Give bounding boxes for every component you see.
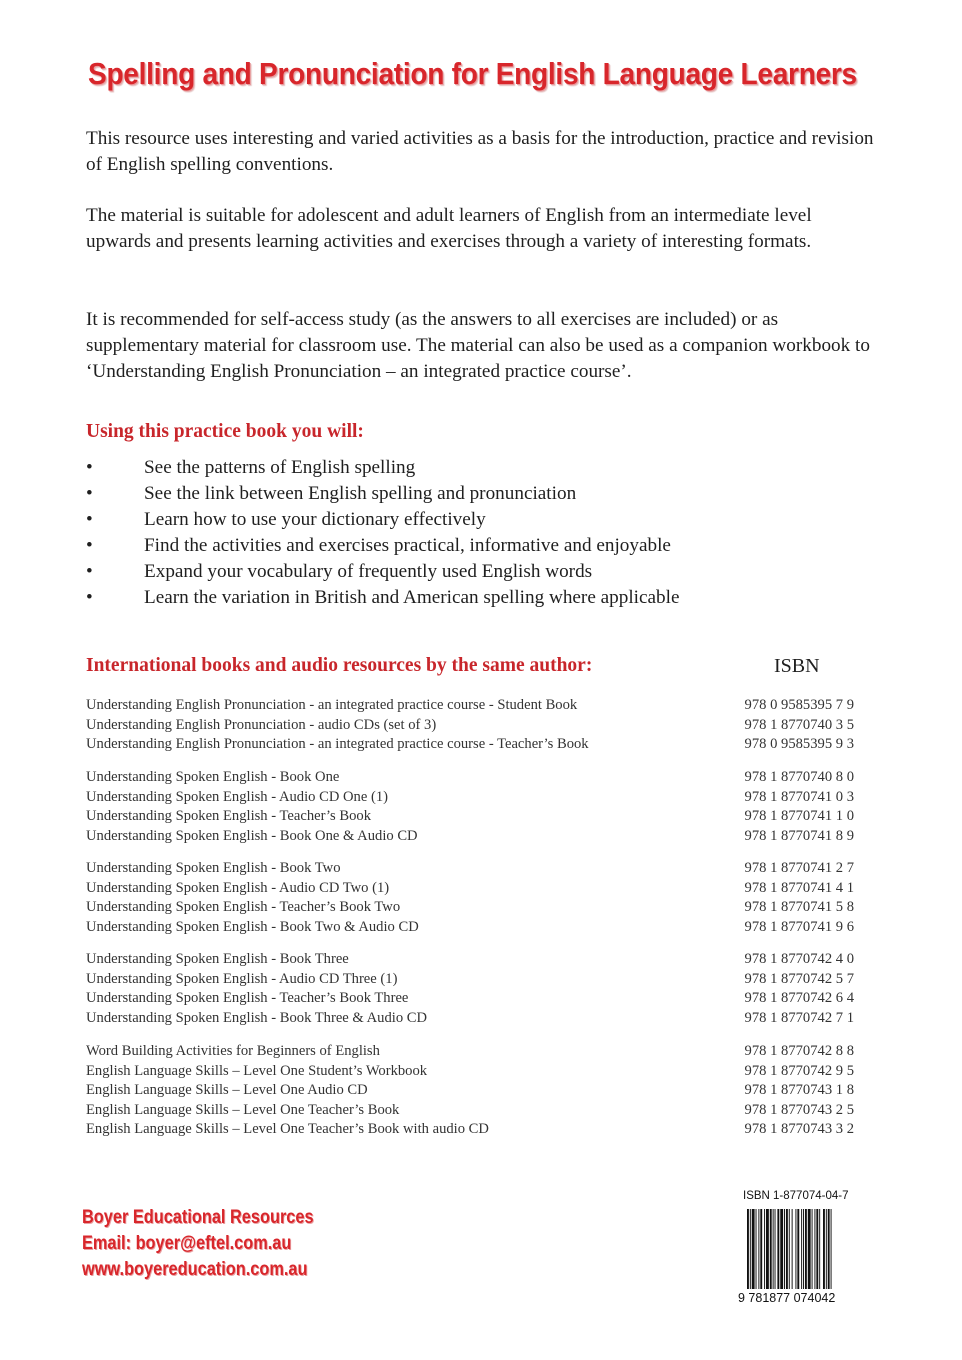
table-row: [86, 1081, 854, 1101]
barcode-bar: [758, 1209, 759, 1289]
isbn-column-heading: ISBN: [774, 655, 820, 677]
resource-isbn: 978 1 8770740 8 0: [744, 769, 854, 785]
barcode-bar: [814, 1209, 815, 1289]
list-item-text: See the link between English spelling and pronunciation: [144, 483, 577, 504]
table-row: [86, 807, 854, 827]
resource-group-language-skills: [86, 1042, 854, 1140]
resource-title: English Language Skills – Level One Student’s Workbook: [86, 1062, 428, 1079]
table-row: [86, 1120, 854, 1140]
barcode-bar: [764, 1209, 765, 1289]
resource-isbn: 978 1 8770742 9 5: [744, 1062, 854, 1079]
resource-title: Understanding Spoken English - Book Two & Audio CD: [86, 918, 419, 935]
list-item-text: Expand your vocabulary of frequently used English words: [144, 561, 593, 582]
intro-paragraph-1: This resource uses interesting and varied activities as a basis for the introduction, practice and revision of English spelling conventions.: [86, 128, 874, 175]
list-item-text: Learn how to use your dictionary effectively: [144, 509, 486, 530]
resource-title: English Language Skills – Level One Teacher’s Book: [86, 1101, 400, 1118]
table-row: [86, 1042, 854, 1062]
page-title: Spelling and Pronunciation for English Language Learners: [88, 56, 857, 91]
bullet-icon: •: [86, 509, 93, 530]
table-row: [86, 696, 854, 716]
resource-title: Understanding Spoken English - Book One: [86, 769, 340, 785]
resource-title: English Language Skills – Level One Teacher’s Book with audio CD: [86, 1121, 489, 1137]
table-row: [86, 918, 854, 938]
table-row: [86, 989, 854, 1009]
bullet-icon: •: [86, 561, 93, 582]
barcode-bar: [797, 1209, 799, 1289]
barcode-bar: [750, 1209, 751, 1289]
intro-paragraph-2: The material is suitable for adolescent and adult learners of English from an intermediate level upwards and presents learning activities and exercises through a variety of interesting formats.: [86, 205, 812, 252]
barcode-bar: [826, 1209, 827, 1289]
bullet-icon: •: [86, 457, 93, 478]
bullet-icon: •: [86, 535, 93, 556]
table-row: [86, 716, 854, 736]
table-row: [86, 735, 854, 755]
resource-title: Understanding Spoken English - Teacher’s Book Three: [86, 990, 409, 1006]
barcode-bar: [773, 1209, 774, 1289]
resource-title: Understanding Spoken English - Teacher’s Book: [86, 808, 371, 824]
table-row: [86, 1101, 854, 1121]
barcode-bar: [775, 1209, 776, 1289]
resource-title: Understanding Spoken English - Book One & Audio CD: [86, 827, 418, 844]
resource-isbn: 978 0 9585395 7 9: [744, 697, 854, 713]
resource-isbn: 978 0 9585395 9 3: [744, 736, 854, 752]
barcode-bar: [819, 1209, 820, 1289]
publisher-email-link[interactable]: Email: boyer@eftel.com.au: [82, 1233, 292, 1254]
barcode-bar: [805, 1209, 807, 1289]
list-item-text: Find the activities and exercises practical, informative and enjoyable: [144, 535, 671, 556]
barcode-bar: [752, 1209, 755, 1289]
resource-title: Understanding English Pronunciation - an integrated practice course - Teacher’s Book: [86, 736, 589, 752]
barcode-bar: [784, 1209, 785, 1289]
barcode-bar: [808, 1209, 811, 1289]
barcode-bar: [780, 1209, 783, 1289]
resource-isbn: 978 1 8770743 3 2: [744, 1121, 854, 1137]
barcode-bar: [789, 1209, 790, 1289]
resource-group-book-one: [86, 768, 854, 846]
barcode-icon: [738, 1205, 860, 1305]
resources-heading: International books and audio resources by the same author:: [86, 655, 593, 676]
resource-title: Word Building Activities for Beginners of English: [86, 1043, 380, 1059]
resource-isbn: 978 1 8770742 5 7: [744, 970, 854, 987]
barcode-bar: [786, 1209, 788, 1289]
resource-group-book-three: [86, 950, 854, 1028]
table-row: [86, 1009, 854, 1029]
barcode-bar: [803, 1209, 804, 1289]
resource-isbn: 978 1 8770743 1 8: [744, 1082, 854, 1098]
resource-title: Understanding Spoken English - Book Two: [86, 860, 341, 876]
table-row: [86, 898, 854, 918]
resource-isbn: 978 1 8770741 2 7: [744, 860, 854, 876]
resource-isbn: 978 1 8770741 5 8: [744, 899, 854, 915]
resource-title: Understanding English Pronunciation - an integrated practice course - Student Book: [86, 697, 578, 713]
resource-title: Understanding Spoken English - Teacher’s Book Two: [86, 899, 401, 915]
resource-isbn: 978 1 8770741 1 0: [744, 808, 854, 824]
resource-title: Understanding Spoken English - Audio CD Two (1): [86, 879, 390, 896]
resource-isbn: 978 1 8770741 8 9: [744, 827, 854, 844]
publisher-name: Boyer Educational Resources: [82, 1207, 314, 1228]
barcode-block: [738, 1190, 860, 1305]
barcode-bar: [756, 1209, 757, 1289]
resource-isbn: 978 1 8770742 4 0: [744, 951, 854, 967]
barcode-bar: [766, 1209, 769, 1289]
resource-isbn: 978 1 8770742 6 4: [744, 990, 854, 1006]
table-row: [86, 950, 854, 970]
list-item-text: See the patterns of English spelling: [144, 457, 416, 478]
resource-title: Understanding English Pronunciation - audio CDs (set of 3): [86, 716, 437, 733]
resource-title: Understanding Spoken English - Book Three: [86, 951, 349, 967]
bullet-icon: •: [86, 587, 93, 608]
barcode-bar: [816, 1209, 818, 1289]
barcode-isbn-label: ISBN 1-877074-04-7: [743, 1190, 849, 1202]
resource-isbn: 978 1 8770742 7 1: [744, 1009, 854, 1026]
resource-isbn: 978 1 8770743 2 5: [744, 1101, 854, 1118]
table-row: [86, 827, 854, 847]
table-row: [86, 788, 854, 808]
publisher-block: [82, 1205, 314, 1283]
barcode-bar: [801, 1209, 802, 1289]
practice-heading: Using this practice book you will:: [86, 421, 364, 442]
resource-title: Understanding Spoken English - Audio CD Three (1): [86, 970, 398, 987]
resource-title: Understanding Spoken English - Audio CD One (1): [86, 788, 388, 805]
table-row: [86, 859, 854, 879]
barcode-bar: [823, 1209, 825, 1289]
barcode-bar: [792, 1209, 793, 1289]
resource-group-book-two: [86, 859, 854, 937]
table-row: [86, 970, 854, 990]
resource-isbn: 978 1 8770742 8 8: [744, 1043, 854, 1059]
table-row: [86, 768, 854, 788]
list-item-text: Learn the variation in British and American spelling where applicable: [144, 587, 680, 608]
barcode-bar: [831, 1209, 832, 1289]
resource-isbn: 978 1 8770741 9 6: [744, 918, 854, 935]
resource-title: English Language Skills – Level One Audio CD: [86, 1082, 368, 1098]
barcode-bar: [770, 1209, 772, 1289]
resource-isbn: 978 1 8770740 3 5: [744, 716, 854, 733]
table-row: [86, 1062, 854, 1082]
table-row: [86, 879, 854, 899]
barcode-bar: [812, 1209, 813, 1289]
intro-paragraph-3: It is recommended for self-access study (as the answers to all exercises are included) or as supplementary material for classroom use. The material can also be used as a companion workbook to ‘Understanding English Pronunciation – an integrated practice course’.: [86, 309, 870, 382]
publisher-website-link[interactable]: www.boyereducation.com.au: [82, 1259, 308, 1280]
barcode-digits: 9 781877 074042: [738, 1291, 836, 1305]
resource-isbn: 978 1 8770741 0 3: [744, 788, 854, 805]
barcode-bar: [747, 1209, 749, 1289]
resource-isbn: 978 1 8770741 4 1: [744, 879, 854, 896]
barcode-bar: [828, 1209, 830, 1289]
barcode-bar: [760, 1209, 762, 1289]
barcode-bar: [795, 1209, 796, 1289]
resource-title: Understanding Spoken English - Book Three & Audio CD: [86, 1009, 428, 1026]
barcode-bar: [777, 1209, 779, 1289]
resource-group-pronunciation: [86, 696, 854, 755]
bullet-icon: •: [86, 483, 93, 504]
